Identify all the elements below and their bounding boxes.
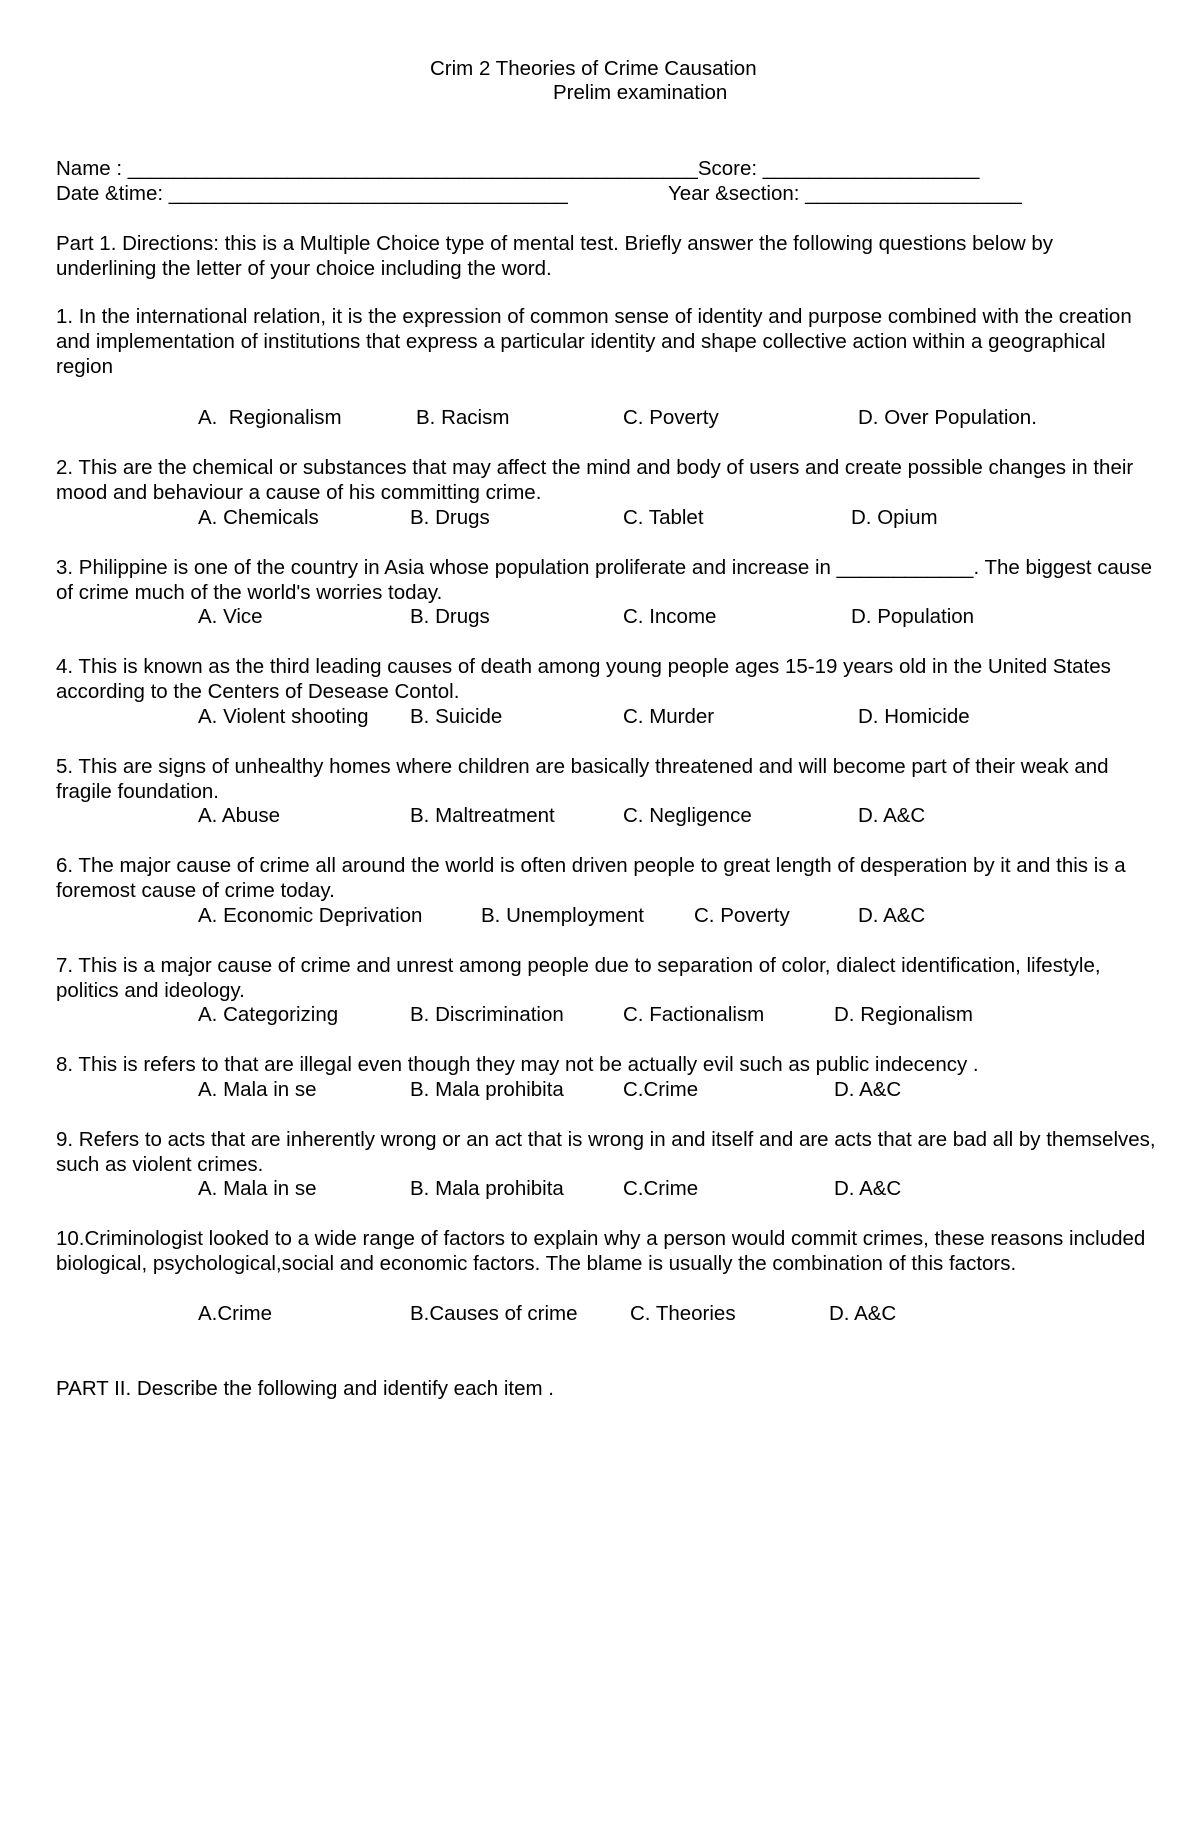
q7-option-d: D. Regionalism bbox=[834, 1003, 973, 1026]
q9-option-b: B. Mala prohibita bbox=[410, 1177, 564, 1200]
q4-option-a: A. Violent shooting bbox=[198, 705, 369, 728]
question-10: 10.Criminologist looked to a wide range of factors to explain why a person would commit crimes, these reasons included biological, psychological,social and economic factors. The blame is usually the combination of this factors. bbox=[56, 1227, 1146, 1275]
part2-heading: PART II. Describe the following and identify each item . bbox=[56, 1377, 554, 1400]
name-score-field: Name : __________________________________________________Score: ___________________ bbox=[56, 157, 980, 180]
q10-option-d: D. A&C bbox=[829, 1302, 897, 1325]
question-1: 1. In the international relation, it is the expression of common sense of identity and purpose combined with the creation and implementation of institutions that express a particular identity and shape collective action within a geographical region bbox=[56, 305, 1132, 378]
question-8: 8. This is refers to that are illegal even though they may not be actually evil such as public indecency . bbox=[56, 1053, 979, 1076]
q9-option-a: A. Mala in se bbox=[198, 1177, 317, 1200]
q8-option-b: B. Mala prohibita bbox=[410, 1078, 564, 1101]
q8-option-a: A. Mala in se bbox=[198, 1078, 317, 1101]
q1-option-c: C. Poverty bbox=[623, 406, 719, 429]
question-7: 7. This is a major cause of crime and unrest among people due to separation of color, dialect identification, lifestyle, politics and ideology. bbox=[56, 954, 1101, 1002]
question-9: 9. Refers to acts that are inherently wrong or an act that is wrong in and itself and are acts that are bad all by themselves, such as violent crimes. bbox=[56, 1128, 1156, 1176]
question-3: 3. Philippine is one of the country in Asia whose population proliferate and increase in ____________. The biggest cause of crime much of the world's worries today. bbox=[56, 556, 1152, 604]
q6-option-a: A. Economic Deprivation bbox=[198, 904, 423, 927]
year-section-field: Year &section: ___________________ bbox=[668, 182, 1022, 205]
q7-option-a: A. Categorizing bbox=[198, 1003, 339, 1026]
exam-subtitle: Prelim examination bbox=[553, 81, 728, 104]
q6-option-d: D. A&C bbox=[858, 904, 926, 927]
exam-title: Crim 2 Theories of Crime Causation bbox=[430, 57, 757, 80]
part1-directions: Part 1. Directions: this is a Multiple Choice type of mental test. Briefly answer the following questions below by underlining the letter of your choice including the word. bbox=[56, 232, 1053, 280]
q5-option-d: D. A&C bbox=[858, 804, 926, 827]
q4-option-c: C. Murder bbox=[623, 705, 715, 728]
q8-option-c: C.Crime bbox=[623, 1078, 699, 1101]
q2-option-b: B. Drugs bbox=[410, 506, 490, 529]
q9-option-c: C.Crime bbox=[623, 1177, 699, 1200]
q1-option-b: B. Racism bbox=[416, 406, 510, 429]
q7-option-b: B. Discrimination bbox=[410, 1003, 564, 1026]
question-6: 6. The major cause of crime all around the world is often driven people to great length of desperation by it and this is a foremost cause of crime today. bbox=[56, 854, 1126, 902]
q2-option-a: A. Chemicals bbox=[198, 506, 319, 529]
q5-option-a: A. Abuse bbox=[198, 804, 281, 827]
q3-option-c: C. Income bbox=[623, 605, 717, 628]
q1-option-a: A. Regionalism bbox=[198, 406, 342, 429]
q10-option-a: A.Crime bbox=[198, 1302, 273, 1325]
q1-option-d: D. Over Population. bbox=[858, 406, 1037, 429]
q10-option-b: B.Causes of crime bbox=[410, 1302, 578, 1325]
q3-option-b: B. Drugs bbox=[410, 605, 490, 628]
q2-option-d: D. Opium bbox=[851, 506, 938, 529]
q5-option-c: C. Negligence bbox=[623, 804, 752, 827]
q3-option-d: D. Population bbox=[851, 605, 975, 628]
q3-option-a: A. Vice bbox=[198, 605, 263, 628]
question-5: 5. This are signs of unhealthy homes where children are basically threatened and will become part of their weak and fragile foundation. bbox=[56, 755, 1109, 803]
q5-option-b: B. Maltreatment bbox=[410, 804, 555, 827]
q6-option-c: C. Poverty bbox=[694, 904, 790, 927]
q8-option-d: D. A&C bbox=[834, 1078, 902, 1101]
q7-option-c: C. Factionalism bbox=[623, 1003, 765, 1026]
q4-option-d: D. Homicide bbox=[858, 705, 970, 728]
q9-option-d: D. A&C bbox=[834, 1177, 902, 1200]
q6-option-b: B. Unemployment bbox=[481, 904, 644, 927]
question-2: 2. This are the chemical or substances that may affect the mind and body of users and create possible changes in their mood and behaviour a cause of his committing crime. bbox=[56, 456, 1134, 504]
date-time-field: Date &time: ___________________________________ bbox=[56, 182, 568, 205]
q2-option-c: C. Tablet bbox=[623, 506, 704, 529]
question-4: 4. This is known as the third leading causes of death among young people ages 15-19 years old in the United States according to the Centers of Desease Contol. bbox=[56, 655, 1111, 703]
q4-option-b: B. Suicide bbox=[410, 705, 503, 728]
q10-option-c: C. Theories bbox=[630, 1302, 736, 1325]
